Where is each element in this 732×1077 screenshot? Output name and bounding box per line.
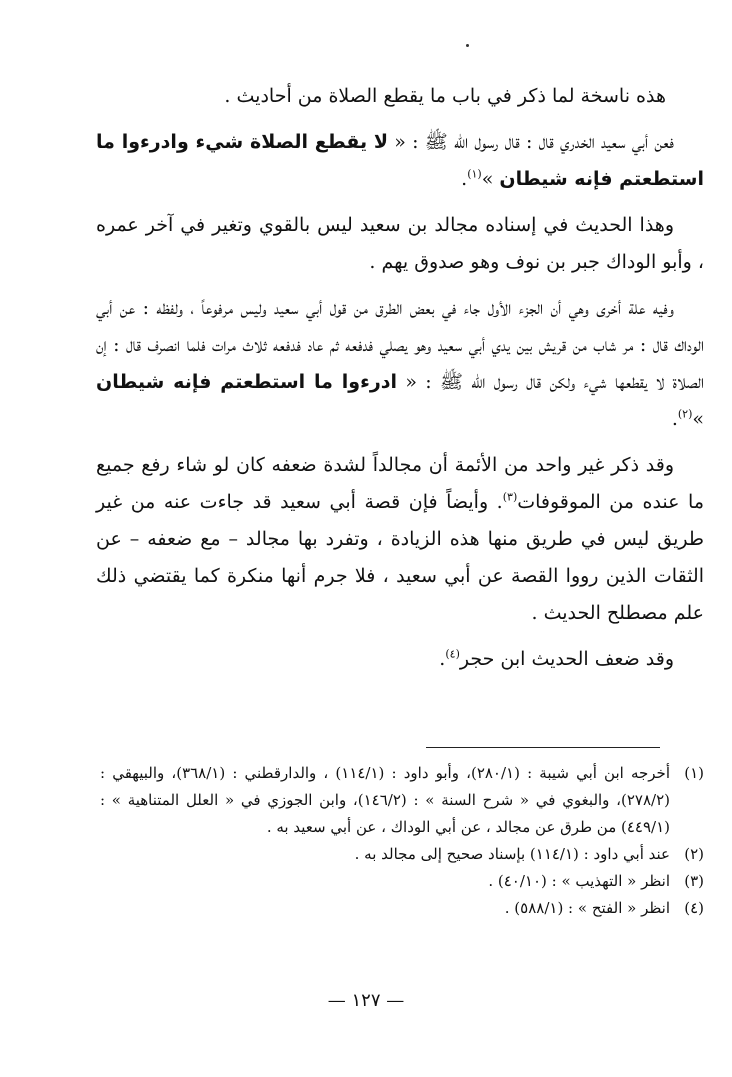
footnote-text: أخرجه ابن أبي شيبة : (٢٨٠/١)، وأبو داود : (١١٤/١) ، والدارقطني : (٣٦٨/١)، والبيهقي : (٢٧٨/٢)، والبغوي في « شرح السنة » : (١٤٦/٢)، وابن الجوزي في « العلل المتناهية » : (٤٤٩/١) من طرق عن مجالد ، عن أبي الوداك ، عن أبي سعيد به . xyxy=(100,764,670,836)
hadith-quote: ادرءوا ما استطعتم فإنه شيطان xyxy=(96,371,398,393)
text-segment: وهذا الحديث في إسناده مجالد بن سعيد ليس بالقوي وتغير في آخر عمره ، وأبو الوداك جبر بن نوف وهو صدوق يهم . xyxy=(96,214,704,273)
footnote-text: انظر « الفتح » : (٥٨٨/١) . xyxy=(504,899,670,917)
paragraph xyxy=(96,641,704,678)
text-segment: وقد ذكر غير واحد من الأئمة أن مجالداً لشدة ضعفه كان لو شاء رفع جميع ما عنده من الموقوفات xyxy=(96,454,704,513)
paragraph xyxy=(96,290,704,438)
text-segment: وقد ضعف الحديث ابن حجر xyxy=(459,648,674,670)
footnote-number: (٢) xyxy=(684,845,704,863)
footnote xyxy=(100,841,704,868)
footnote-separator xyxy=(426,747,660,748)
text-segment: » xyxy=(481,168,500,190)
page-mark-dot xyxy=(466,44,469,47)
footnote-number: (٤) xyxy=(684,899,704,917)
footnote-ref: (٤) xyxy=(445,647,460,661)
text-segment: وفيه علة أخرى وهي أن الجزء الأول جاء في بعض الطرق من قول أبي سعيد وليس مرفوعاً ، ولفظه : عن أبي الوداك قال : مر شاب من قريش بين يدي أبي سعيد وهو يصلي فدفعه ثم عاد فدفعه ثلاث مرات فلما انصرف قال : إن الصلاة لا يقطعها شيء ولكن قال رسول الله ﷺ : « xyxy=(96,297,705,393)
footnote-text: انظر « التهذيب » : (٤٠/١٠) . xyxy=(488,872,670,890)
text-segment: . وأيضاً فإن قصة أبي سعيد قد جاءت عنه من غير طريق ليس في طريق منها هذه الزيادة ، وتفرد بها مجالد – مع ضعفه – عن الثقات الذين رووا القصة عن أبي سعيد ، فلا جرم أنها منكرة كما يقتضي ذلك علم مصطلح الحديث . xyxy=(96,491,704,624)
footnote-ref: (٢) xyxy=(677,407,693,421)
paragraph xyxy=(96,78,704,115)
footnotes xyxy=(100,760,704,922)
text-segment: » xyxy=(692,408,704,430)
paragraph xyxy=(96,124,704,198)
footnote xyxy=(100,868,704,895)
main-text xyxy=(96,78,704,687)
footnote-ref: (١) xyxy=(467,167,482,181)
text-segment: . xyxy=(461,168,468,190)
footnote-number: (١) xyxy=(684,764,704,782)
text-segment: . xyxy=(671,408,678,430)
page-number: — ١٢٧ — xyxy=(327,990,405,1011)
footnote xyxy=(100,895,704,922)
footnote-ref: (٣) xyxy=(502,490,518,504)
paragraph xyxy=(96,447,704,632)
footnote-number: (٣) xyxy=(684,872,704,890)
text-segment: فعن أبي سعيد الخدري قال : قال رسول الله ﷺ : « xyxy=(388,131,674,153)
text-segment: هذه ناسخة لما ذكر في باب ما يقطع الصلاة من أحاديث . xyxy=(224,85,666,107)
footnote xyxy=(100,760,704,841)
paragraph xyxy=(96,207,704,281)
hadith-quote: لا يقطع الصلاة شيء وادرءوا ما استطعتم فإنه شيطان xyxy=(96,131,704,190)
footnote-text: عند أبي داود : (١١٤/١) بإسناد صحيح إلى مجالد به . xyxy=(354,845,670,863)
text-segment: . xyxy=(439,648,446,670)
